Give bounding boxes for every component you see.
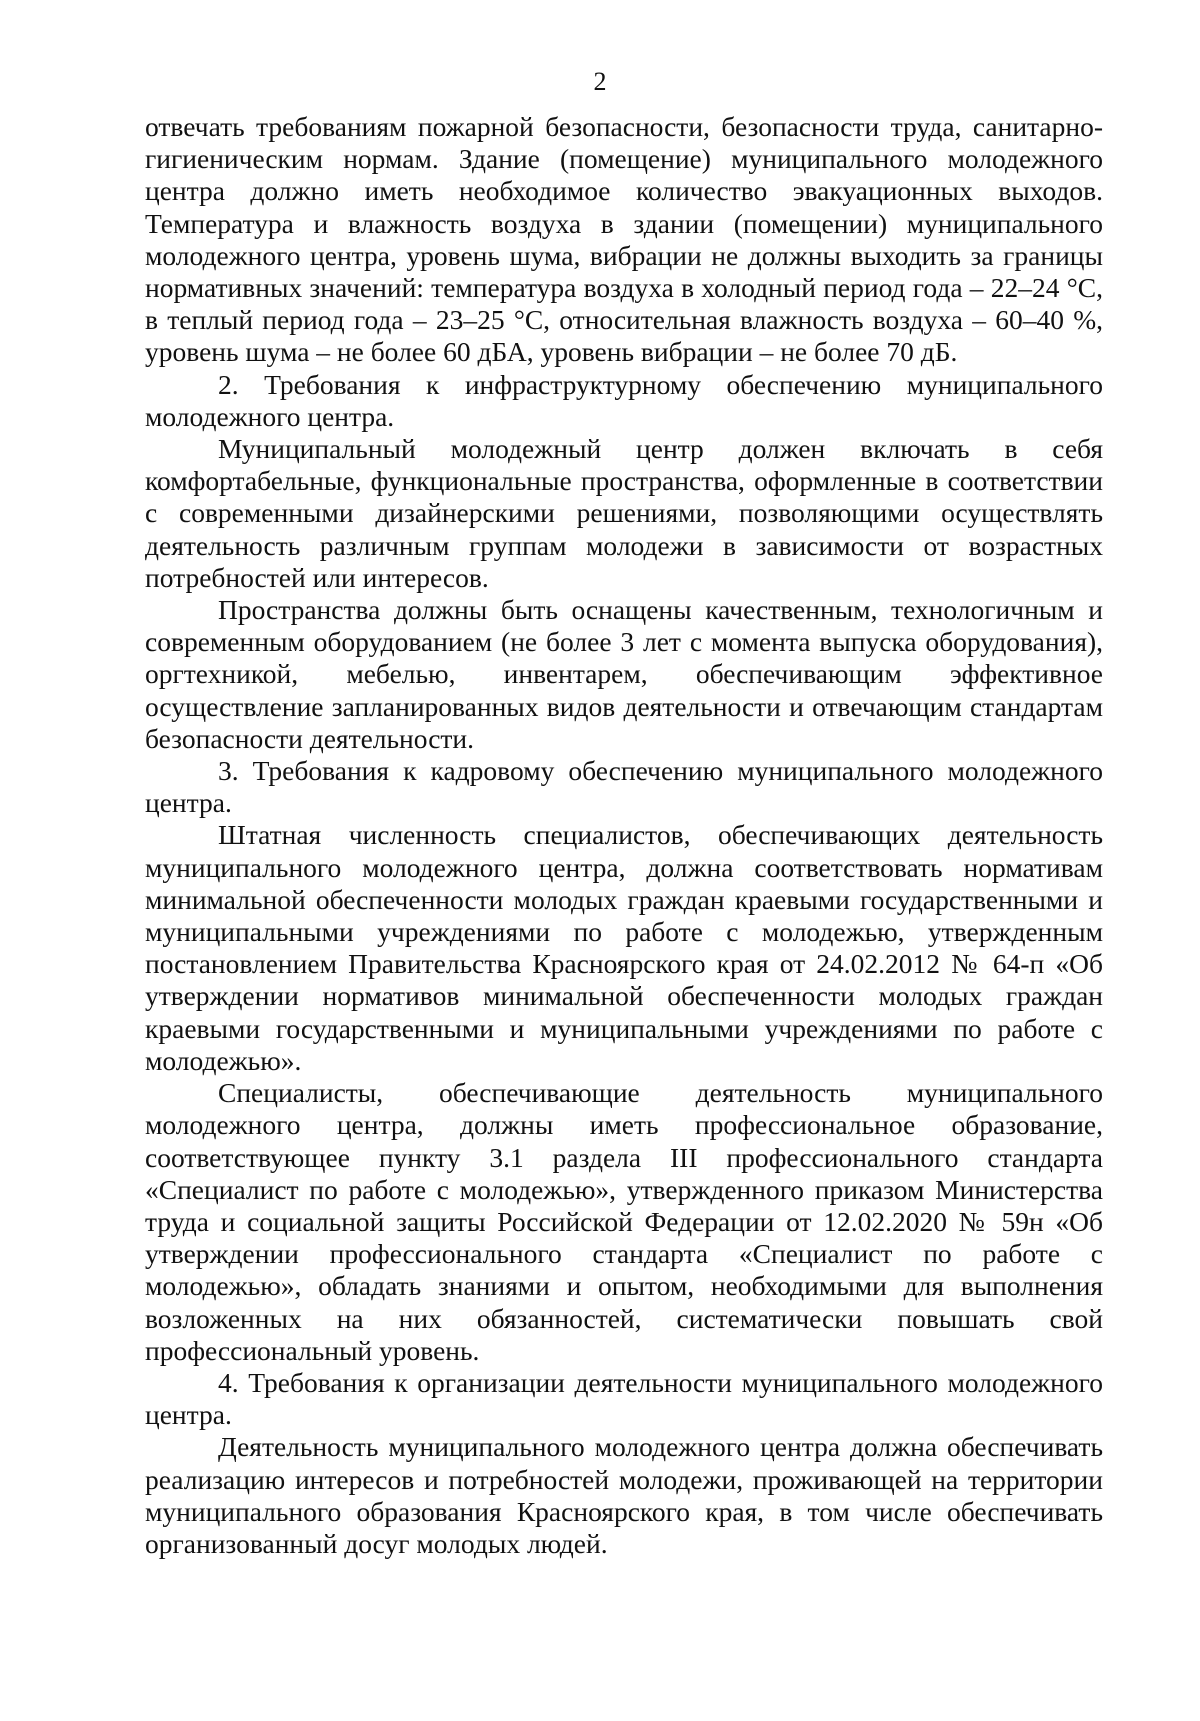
paragraph-spaces: Муниципальный молодежный центр должен включать в себя комфортабельные, функциональные пространства, оформленные в соответствии с современными дизайнерскими решениями, позволяющими осуществлять деятельность различным группам молодежи в зависимости от возрастных потребностей или интересов. [145, 433, 1103, 593]
paragraph-equipment: Пространства должны быть оснащены качественным, технологичным и современным оборудованием (не более 3 лет с момента выпуска оборудования), оргтехникой, мебелью, инвентарем, обеспечивающим эффективное осуществление запланированных видов деятельности и отвечающим стандартам безопасности деятельности. [145, 594, 1103, 754]
paragraph-activity: Деятельность муниципального молодежного центра должна обеспечивать реализацию интересов и потребностей молодежи, проживающей на территории муниципального образования Красноярского края, в том числе обеспечивать организованный досуг молодых людей. [145, 1431, 1103, 1559]
section-heading-infrastructure: 2. Требования к инфраструктурному обеспечению муниципального молодежного центра. [145, 368, 1103, 432]
section-heading-staffing: 3. Требования к кадровому обеспечению муниципального молодежного центра. [145, 755, 1103, 819]
document-body [145, 111, 1103, 1560]
paragraph-staff-qualifications: Специалисты, обеспечивающие деятельность муниципального молодежного центра, должны иметь профессиональное образование, соответствующее пункту 3.1 раздела III профессионального стандарта «Специалист по работе с молодежью», утвержденного приказом Министерства труда и социальной защиты Российской Федерации от 12.02.2020 № 59н «Об утверждении профессионального стандарта «Специалист по работе с молодежью», обладать знаниями и опытом, необходимыми для выполнения возложенных на них обязанностей, систематически повышать свой профессиональный уровень. [145, 1077, 1103, 1366]
paragraph-staff-numbers: Штатная численность специалистов, обеспечивающих деятельность муниципального молодежного центра, должна соответствовать нормативам минимальной обеспеченности молодых граждан краевыми государственными и муниципальными учреждениями по работе с молодежью, утвержденным постановлением Правительства Красноярского края от 24.02.2012 № 64-п «Об утверждении нормативов минимальной обеспеченности молодых граждан краевыми государственными и муниципальными учреждениями по работе с молодежью». [145, 819, 1103, 1076]
paragraph-environment-requirements: отвечать требованиям пожарной безопасности, безопасности труда, санитарно-гигиеническим нормам. Здание (помещение) муниципального молодежного центра должно иметь необходимое количество эвакуационных выходов. Температура и влажность воздуха в здании (помещении) муниципального молодежного центра, уровень шума, вибрации не должны выходить за границы нормативных значений: температура воздуха в холодный период года – 22–24 °С, в теплый период года – 23–25 °С, относительная влажность воздуха – 60–40 %, уровень шума – не более 60 дБА, уровень вибрации – не более 70 дБ. [145, 111, 1103, 368]
page-number: 2 [593, 67, 607, 96]
section-heading-organization: 4. Требования к организации деятельности муниципального молодежного центра. [145, 1366, 1103, 1431]
